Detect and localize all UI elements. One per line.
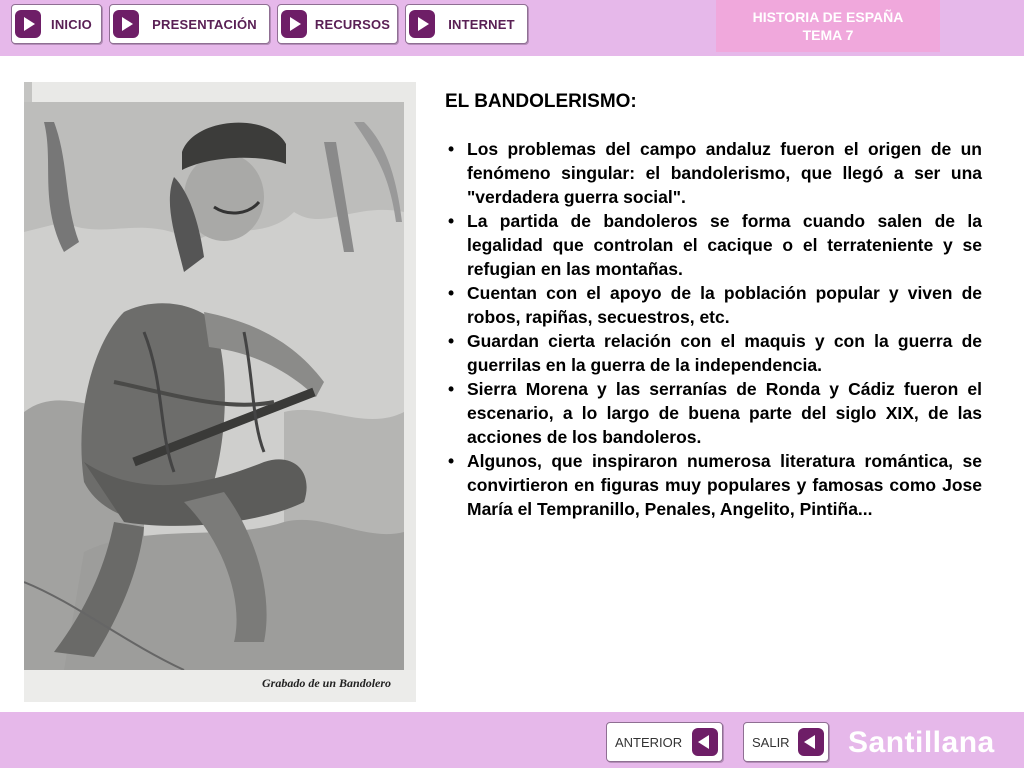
salir-label: SALIR xyxy=(752,734,790,750)
nav-recursos-button[interactable] xyxy=(277,4,398,44)
bullet-item: • Sierra Morena y las serranías de Ronda y Cádiz fueron el escenario, a lo largo de buena parte del siglo XIX, de las acciones de los bandoleros. xyxy=(446,377,982,449)
subject-title xyxy=(716,0,940,52)
nav-internet-label: INTERNET xyxy=(448,16,515,32)
play-icon xyxy=(409,10,435,38)
nav-inicio-label: INICIO xyxy=(51,16,92,32)
play-icon xyxy=(113,10,139,38)
back-arrow-icon xyxy=(692,728,718,756)
nav-presentacion-button[interactable] xyxy=(109,4,270,44)
nav-internet-button[interactable] xyxy=(405,4,528,44)
content-bullet-list xyxy=(446,137,982,521)
play-icon xyxy=(281,10,307,38)
image-caption: Grabado de un Bandolero xyxy=(262,676,392,690)
nav-recursos-label: RECURSOS xyxy=(314,16,391,32)
nav-inicio-button[interactable] xyxy=(11,4,102,44)
engraving-illustration xyxy=(24,82,416,702)
subject-line-1: HISTORIA DE ESPAÑA xyxy=(752,9,904,25)
bullet-item: • Cuentan con el apoyo de la población popular y viven de robos, rapiñas, secuestros, etc. xyxy=(446,281,982,329)
bandolero-engraving-image xyxy=(24,82,416,702)
top-toolbar xyxy=(0,0,1024,56)
salir-button[interactable] xyxy=(743,722,829,762)
publisher-logo: Santillana xyxy=(848,726,995,759)
bottom-toolbar xyxy=(0,712,1024,768)
back-arrow-icon xyxy=(798,728,824,756)
anterior-button[interactable] xyxy=(606,722,723,762)
nav-presentacion-label: PRESENTACIÓN xyxy=(152,16,257,32)
bullet-item: • Algunos, que inspiraron numerosa literatura romántica, se convirtieron en figuras muy populares y famosas como Jose María el Tempranillo, Penales, Angelito, Pintiña... xyxy=(446,449,982,521)
bullet-item: • La partida de bandoleros se forma cuando salen de la legalidad que controlan el cacique o el terrateniente y se refugian en las montañas. xyxy=(446,209,982,281)
bullet-item: • Guardan cierta relación con el maquis y con la guerra de guerrilas en la guerra de la independencia. xyxy=(446,329,982,377)
page-title: EL BANDOLERISMO: xyxy=(445,91,637,112)
subject-line-2: TEMA 7 xyxy=(802,27,854,43)
anterior-label: ANTERIOR xyxy=(615,734,683,750)
bullet-item: • Los problemas del campo andaluz fueron el origen de un fenómeno singular: el bandolerismo, que llegó a ser una "verdadera guerra social". xyxy=(446,137,982,209)
play-icon xyxy=(15,10,41,38)
